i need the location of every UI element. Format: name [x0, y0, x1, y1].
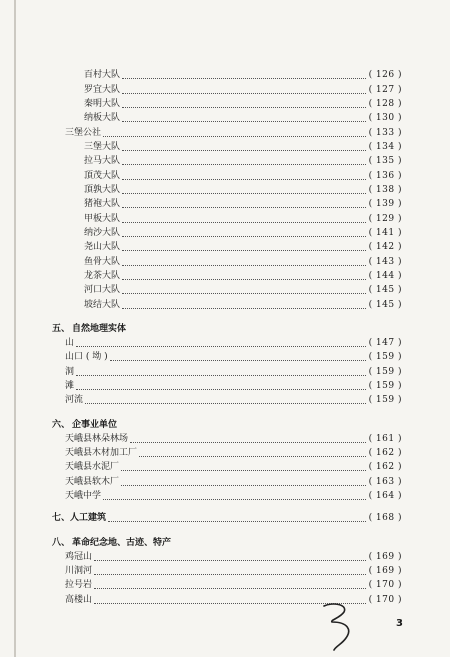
toc-entry-label: 三堡大队	[84, 141, 121, 152]
toc-leader-dots	[122, 92, 366, 94]
toc-leader-dots	[122, 149, 366, 151]
toc-entry-label: 天峨中学	[65, 491, 102, 502]
toc-entry	[62, 283, 402, 297]
toc-entry	[62, 350, 402, 364]
toc-entry-page: ( 129 )	[368, 213, 402, 224]
toc-entry-label: 滩	[65, 381, 75, 392]
toc-entry	[62, 254, 402, 268]
toc-leader-dots	[122, 192, 366, 194]
toc-leader-dots	[130, 441, 366, 443]
toc-leader-dots	[76, 388, 366, 390]
toc-entry-label: 纳板大队	[84, 113, 121, 124]
toc-leader-dots	[122, 206, 366, 208]
toc-entry-label: 頂茂大队	[84, 170, 121, 181]
toc-entry-label: 高楼山	[65, 594, 93, 605]
section-number: 六、	[52, 420, 71, 431]
toc-entry-label: 川洞河	[65, 566, 93, 577]
toc-entry	[62, 489, 402, 503]
toc-entry-page: ( 159 )	[368, 395, 402, 406]
toc-entry-page: ( 169 )	[368, 566, 402, 577]
toc-entry	[62, 97, 402, 111]
toc-leader-dots	[103, 498, 366, 500]
toc-entry	[62, 111, 402, 125]
toc-entry-label: 山	[65, 338, 75, 349]
toc-entry	[62, 82, 402, 96]
toc-leader-dots	[76, 345, 366, 347]
toc-entry-label: 頂孰大队	[84, 184, 121, 195]
toc-entry-page: ( 126 )	[368, 70, 402, 81]
toc-entry	[62, 197, 402, 211]
toc-leader-dots	[94, 573, 366, 575]
toc-entry-page: ( 143 )	[368, 256, 402, 267]
toc-commune-entry	[62, 125, 402, 139]
toc-entry-page: ( 170 )	[368, 580, 402, 591]
toc-leader-dots	[122, 178, 366, 180]
toc-entry-label: 龙茶大队	[84, 270, 121, 281]
toc-leader-dots	[122, 292, 366, 294]
toc-entry	[62, 211, 402, 225]
toc-entry-page: ( 170 )	[368, 594, 402, 605]
toc-entry-label: 百村大队	[84, 70, 121, 81]
toc-entry-page: ( 162 )	[368, 462, 402, 473]
toc-entry-page: ( 133 )	[368, 127, 402, 138]
toc-entry	[62, 154, 402, 168]
toc-entry	[62, 226, 402, 240]
toc-leader-dots	[122, 235, 366, 237]
toc-entry-label: 纳沙大队	[84, 227, 121, 238]
toc-leader-dots	[121, 484, 366, 486]
toc-entry-page: ( 147 )	[368, 338, 402, 349]
toc-entry-page: ( 141 )	[368, 227, 402, 238]
toc-entry-page: ( 169 )	[368, 551, 402, 562]
toc-entry-page: ( 159 )	[368, 381, 402, 392]
toc-entry	[62, 298, 402, 312]
toc-entry-label: 拉号岩	[65, 580, 93, 591]
toc-entry-page: ( 135 )	[368, 156, 402, 167]
toc-leader-dots	[94, 559, 366, 561]
section-title: 企事业单位	[72, 420, 118, 431]
toc-entry	[62, 240, 402, 254]
section-heading	[52, 416, 402, 432]
toc-leader-dots	[85, 402, 366, 404]
toc-leader-dots	[122, 278, 366, 280]
toc-entry-page: ( 134 )	[368, 141, 402, 152]
toc-leader-dots	[103, 135, 366, 137]
toc-entry-label: 坡结大队	[84, 299, 121, 310]
toc-leader-dots	[122, 307, 366, 309]
toc-entry-page: ( 159 )	[368, 352, 402, 363]
toc-entry-label: 山口 ( 坳 )	[65, 352, 108, 363]
toc-leader-dots	[122, 77, 366, 79]
toc-entry	[62, 68, 402, 82]
toc-entry-page: ( 144 )	[368, 270, 402, 281]
section-title: 革命纪念地、古迹、特产	[72, 538, 172, 549]
toc-entry-page: ( 168 )	[368, 513, 402, 524]
section-number: 七、	[52, 513, 71, 524]
toc-entry-page: ( 164 )	[368, 491, 402, 502]
toc-entry-label: 罗宜大队	[84, 84, 121, 95]
toc-leader-dots	[122, 249, 366, 251]
toc-entry-page: ( 163 )	[368, 476, 402, 487]
section-title: 自然地理实体	[72, 324, 127, 335]
toc-leader-dots	[121, 469, 366, 471]
toc-entry-label: 鸡冠山	[65, 551, 93, 562]
toc-entry	[62, 475, 402, 489]
handwritten-mark	[318, 600, 364, 652]
toc-entry-label: 天峨县水泥厂	[65, 462, 120, 473]
toc-leader-dots	[76, 374, 366, 376]
toc-entry-page: ( 128 )	[368, 98, 402, 109]
toc-entry-label: 三堡公社	[65, 127, 102, 138]
toc-leader-dots	[122, 106, 366, 108]
toc-entry	[62, 365, 402, 379]
toc-leader-dots	[94, 587, 366, 589]
toc-entry-page: ( 161 )	[368, 433, 402, 444]
toc-entry-page: ( 162 )	[368, 448, 402, 459]
toc-entry-page: ( 138 )	[368, 184, 402, 195]
toc-entry	[62, 564, 402, 578]
toc-entry-label: 天峨县林朵林场	[65, 433, 129, 444]
toc-entry	[62, 379, 402, 393]
toc-entry	[62, 336, 402, 350]
table-of-contents	[52, 68, 402, 607]
toc-entry	[62, 183, 402, 197]
toc-entry	[62, 432, 402, 446]
toc-entry-label: 拉马大队	[84, 156, 121, 167]
toc-entry-label: 秦明大队	[84, 98, 121, 109]
scan-spine-shadow	[14, 0, 16, 657]
toc-entry-page: ( 130 )	[368, 113, 402, 124]
toc-leader-dots	[122, 221, 366, 223]
toc-entry-label: 洞	[65, 366, 75, 377]
toc-entry-page: ( 127 )	[368, 84, 402, 95]
toc-leader-dots	[110, 359, 366, 361]
section-title: 人工建筑	[70, 513, 107, 524]
section-number: 八、	[52, 538, 71, 549]
toc-entry-label: 尧山大队	[84, 242, 121, 253]
toc-entry-page: ( 159 )	[368, 366, 402, 377]
toc-entry-label: 甲板大队	[84, 213, 121, 224]
toc-entry-page: ( 136 )	[368, 170, 402, 181]
toc-leader-dots	[139, 455, 366, 457]
toc-entry	[62, 140, 402, 154]
toc-leader-dots	[122, 264, 366, 266]
toc-leader-dots	[122, 163, 366, 165]
toc-entry-page: ( 145 )	[368, 285, 402, 296]
toc-entry-label: 猪袍大队	[84, 199, 121, 210]
toc-entry	[62, 269, 402, 283]
toc-entry-page: ( 139 )	[368, 199, 402, 210]
toc-entry	[62, 550, 402, 564]
toc-entry-page: ( 142 )	[368, 242, 402, 253]
toc-entry	[62, 393, 402, 407]
toc-leader-dots	[108, 520, 366, 522]
section-number: 五、	[52, 324, 71, 335]
toc-entry-label: 河流	[65, 395, 84, 406]
toc-entry-label: 天峨县软木厂	[65, 476, 120, 487]
toc-entry	[62, 446, 402, 460]
toc-entry-page: ( 145 )	[368, 299, 402, 310]
toc-leader-dots	[122, 120, 366, 122]
section-heading	[52, 534, 402, 550]
page-number: 3	[396, 618, 403, 629]
section-heading	[52, 511, 402, 525]
toc-entry-label: 鱼骨大队	[84, 256, 121, 267]
toc-entry	[62, 578, 402, 592]
section-heading	[52, 320, 402, 336]
toc-entry-label: 河口大队	[84, 285, 121, 296]
toc-entry	[62, 168, 402, 182]
toc-entry-label: 天峨县木材加工厂	[65, 448, 138, 459]
toc-entry	[62, 460, 402, 474]
